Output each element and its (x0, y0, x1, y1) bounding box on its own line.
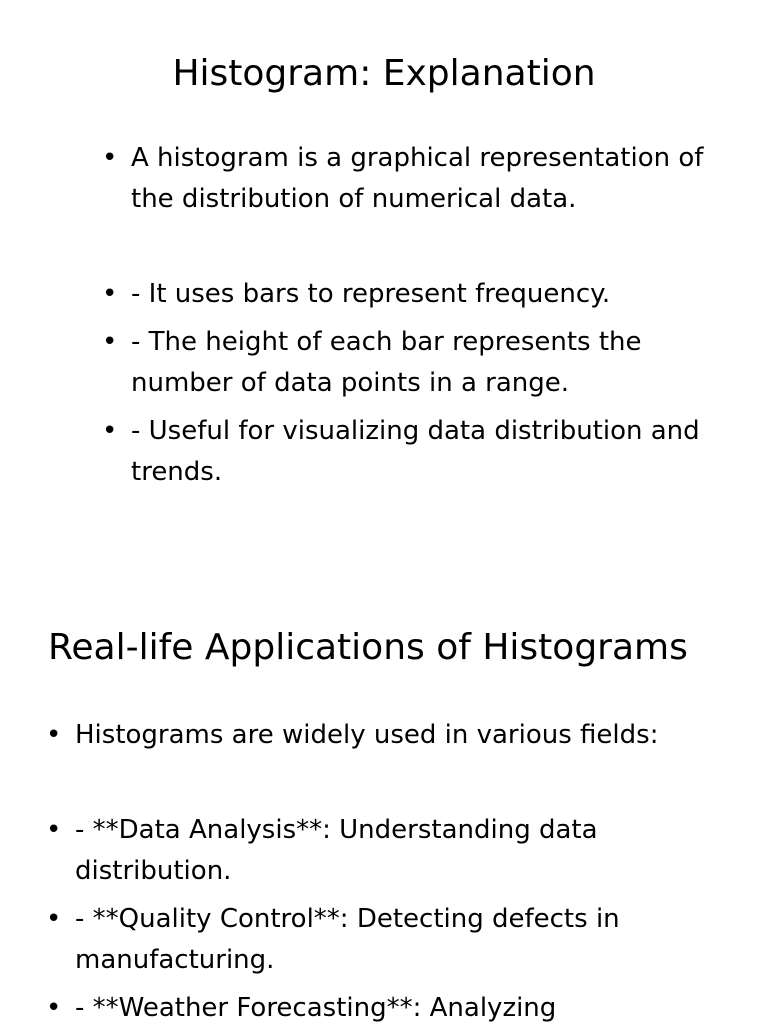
slide-real-life-applications (0, 560, 768, 1024)
bullet-item: • - Useful for visualizing data distribution and trends. (131, 411, 743, 493)
slide-title: Histogram: Explanation (172, 53, 596, 94)
bullet-item: • - The height of each bar represents the number of data points in a range. (131, 322, 743, 404)
bullet-list (75, 715, 745, 1029)
bullet-item: • - It uses bars to represent frequency. (131, 274, 743, 315)
bullet-item: • - **Weather Forecasting**: Analyzing (75, 988, 745, 1029)
slide-title: Real-life Applications of Histograms (48, 627, 688, 668)
bullet-item: • - **Quality Control**: Detecting defects in manufacturing. (75, 899, 745, 981)
bullet-item: • - **Data Analysis**: Understanding data distribution. (75, 810, 745, 892)
bullet-list (131, 138, 743, 493)
bullet-item: • Histograms are widely used in various fields: (75, 715, 745, 756)
bullet-item: • A histogram is a graphical representation of the distribution of numerical data. (131, 138, 743, 220)
